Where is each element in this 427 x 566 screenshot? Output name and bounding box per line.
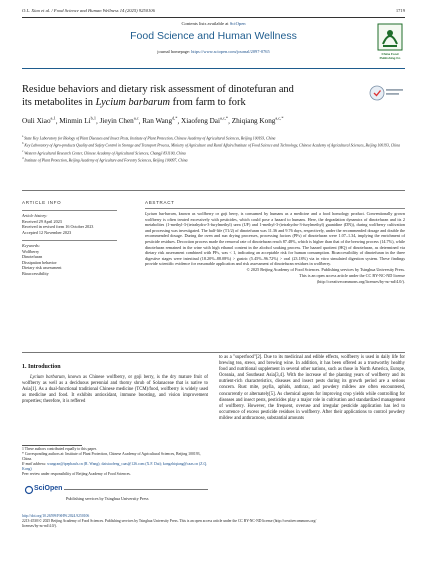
abstract-rule [22,352,405,353]
history-label: Article history: [22,213,48,218]
author[interactable]: Xiaofeng Dai$^{a,c,*}$ [181,116,229,126]
sciopen-wordmark: SciOpen [34,485,63,492]
author[interactable]: Ouli Xiao$^{a,1}$ [22,116,56,126]
article-title: Residue behaviors and dietary risk assessment of dinotefuran and its metabolites in Lycium barbarum from farm to fork [22,84,294,108]
received-date: Received 29 April 2023 [22,218,62,224]
footnote-rule [22,445,82,446]
abstract-body: Lycium barbarum, known as wolfberry or goji berry, is consumed by humans as a medicine and a food homology product. Conventionally grown wolfberry is often treated excessively with pesticides, which could pose a hazard to humans. Here, the degradation dynamics of dinotefuran and its 2 metabolites (1-methyl-3-(tetrahydro-3-furylmethyl) urea (UF) and 1-methyl-3-(tetrahydro-3-furylmethyl) guanidine (DN)), during wolfberry cultivation and processing was investigated. The half-life (T1/2) of dinotefuran was 11.36 and 9.76 days, respectively, under the recommended dosage and double the recommended dosage. During the oven and sun drying processes, processing factors (PFs) of dinotefuran were 1.07–1.34, implying the enrichment of pesticide residues. Decoction process made the removal rate of dinotefuran reach 87.48%, which is higher than that of the brewing process (14.7%), while dinotefuran remained in the wine with high ethanol content in the alcohol soaking process. The hazard quotient (HQ) of dinotefuran, as determined via dietary risk assessment combined with PFs, was < 1, indicating an acceptable risk for human consumption. Bioaccessibility of dinotefuran in the three digestive stages were intestinal (18.20%–88.08%) > gastric (5.45%–96.72%) > oral (23.18%) via in vitro simulated digestion system. These findings provide scientific evidence for reasonable application and risk assessment of dinotefuran residues in wolfberry. © 2025 Beijing Academy of Food Sciences. Publishing services by Tsinghua University Press. This is an open access article under the CC BY-NC-ND license (http://creativecommons.org/licenses/by-nc-nd/4.0/). [145,208,405,284]
affiliations [22,134,405,164]
contents-line: Contents lists available at SciOpen [181,21,246,26]
publisher-caption: Publishing services by Tsinghua University Press [66,496,149,501]
page-number: 1719 [395,8,405,13]
license-link[interactable]: (http://creativecommons.org/licenses/by-nc-nd/4.0/). [316,278,405,284]
affiliation-item: $^c$ Western Agricultural Research Center, Chinese Academy of Agricultural Sciences, Changji 831100, China [22,148,186,156]
homepage-line: journal homepage: https://www.sciopen.com/journal/2097-0765 [157,49,270,54]
publisher-logo-block [22,480,208,508]
keyword: Dietary risk assessment [22,265,62,271]
footnote-peer-review: Peer review under responsibility of Beijing Academy of Food Sciences. [22,471,131,476]
affiliation-item: $^a$ State Key Laboratory for Biology of Plant Diseases and Insect Pests, Institute of Plant Protection, Chinese Academy of Agricultural Sciences, Beijing 100193, China [22,134,276,141]
affiliation-item: $^b$ Key Laboratory of Agro-products Quality and Safety Control in Storage and Transport Process, Ministry of Agriculture and Rural Affairs/Institute of Food Science and Technology, Chinese Academy of Agricultural Sciences, Beijing 100193, China [22,141,401,148]
author[interactable]: Zhiqiang Kong$^{a,c,*}$ [231,116,284,126]
article-info [22,208,117,276]
keyword: Dinotefuran [22,254,43,260]
author[interactable]: Jieyin Chen$^{a,c}$ [99,116,139,126]
press-logo-caption: China Food Publishing Co [379,52,401,60]
doi-link[interactable]: http://doi.org/10.26599/FSHW.2024.9250106 [22,514,90,518]
copyright-notice: © 2025 Beijing Academy of Food Sciences. Publishing services by Tsinghua University Press. This is an open access article under the CC BY-NC-ND license (http://creativecommons.org/licenses/by-nc-nd/4.0/). [145,267,405,284]
footnotes [22,447,208,476]
abstract-heading: ABSTRACT [145,200,175,205]
keyword: Wolfberry [22,248,40,254]
accepted-date: Accepted 12 November 2023 [22,229,72,235]
footnote-corresponding: * Corresponding authors at: Institute of Plant Protection, Chinese Academy of Agricultural Sciences, Beijing 100193, China. [22,451,201,461]
running-header-citation: O.L. Xiao et al. / Food Science and Human Wellness 14 (2025) 9250106 [22,8,155,13]
banner-rule [22,68,405,69]
body-column-right: to as a "superfood"[2]. Due to its medicinal and edible effects, wolfberry is used in daily life for brewing tea, stews, and brewing wine. In addition, it has been offered as a trustworthy healthy food and nutritional supplement in several other nations, such as those in North America, Europe, Oceania, and Southeast Asia[3,4]. With the increase of the planting years of wolfberry and its nutrient-rich characteristics, diseases and insect pests during its growth period are a serious concern. Rust mite, psylla, aphids, anthrax, and powdery mildew are often encountered, concurrently or alternately[5]. As chemical agents for improving crop yields while controlling for diseases and insect pests, pesticides play a major role in cultivation and standardized management of wolfberry. However, the frequent, overuse and irregular pesticide application has led to occurrence of excess pesticide residues in wolfberry. After their applications to control powdery mildew and anthracnose, substantial amounts [219,355,405,421]
sciopen-link[interactable]: SciOpen [229,21,246,26]
press-logo [375,22,405,62]
revised-date: Received in revised form 16 October 2023 [22,224,94,229]
author-list: Ouli Xiao$^{a,1}$, Minmin Li$^{b,1}$, Jieyin Chen$^{a,c}$, Ran Wang$^{d,*}$, Xiaofeng Dai$^{a,c,*}$, Zhiqiang Kong$^{a,c,*}$ [22,116,284,126]
affiliation-item: $^d$ Institute of Plant Protection, Beijing Academy of Agriculture and Forestry Sciences, Beijing 100097, China [22,156,188,163]
press-logo-icon [375,22,405,53]
journal-homepage-link[interactable]: https://www.sciopen.com/journal/2097-0765 [191,49,270,54]
keyword: Dissipation behavior [22,259,57,265]
author[interactable]: Minmin Li$^{b,1}$ [59,116,97,126]
author[interactable]: Ran Wang$^{d,*}$ [142,116,178,126]
doi-block: http://doi.org/10.26599/FSHW.2024.9250106 2213-4530/© 2025 Beijing Academy of Food Sciences. Publishing services by Tsinghua University Press. This is an open access article under the CC BY-NC-ND license (http://creativecommons.org/ licenses/by-nc-nd/4.0/). [22,514,405,529]
keywords-label: Keywords: [22,243,40,248]
keyword: Bioaccessibility [22,270,49,276]
section-heading-introduction: 1. Introduction [22,364,61,370]
article-info-heading: ARTICLE INFO [22,200,62,205]
header-rule [22,17,405,18]
journal-banner [22,20,405,68]
affiliation-rule [22,190,405,191]
journal-name: Food Science and Human Wellness [130,30,297,42]
footnote-equal-contribution: 1 These authors contributed equally to this paper. [22,447,97,451]
body-column-left: Lycium barbarum, known as Chinese wolfberry, or goji berry, is the dry mature fruit of wolfberry as well as a deciduous perennial and thorny shrub of Solanaceae that is native to Asia[1]. As a dual-functional traditional Chinese medicine (TCM)/food, wolfberry is widely used as medicine and food. It exhibits antioxidant, immune boosting, and vision improvement properties; therefore, it is reffered [22,375,208,405]
footnote-emails: E-mail address: wangran@ipepbaafs.cn (R. Wang); daixiaofeng_caas@126.com (X.F. Dai); kongzhiqiang@caas.cn (Z.Q. Kong) [22,461,208,471]
check-for-updates-icon[interactable] [369,84,405,102]
